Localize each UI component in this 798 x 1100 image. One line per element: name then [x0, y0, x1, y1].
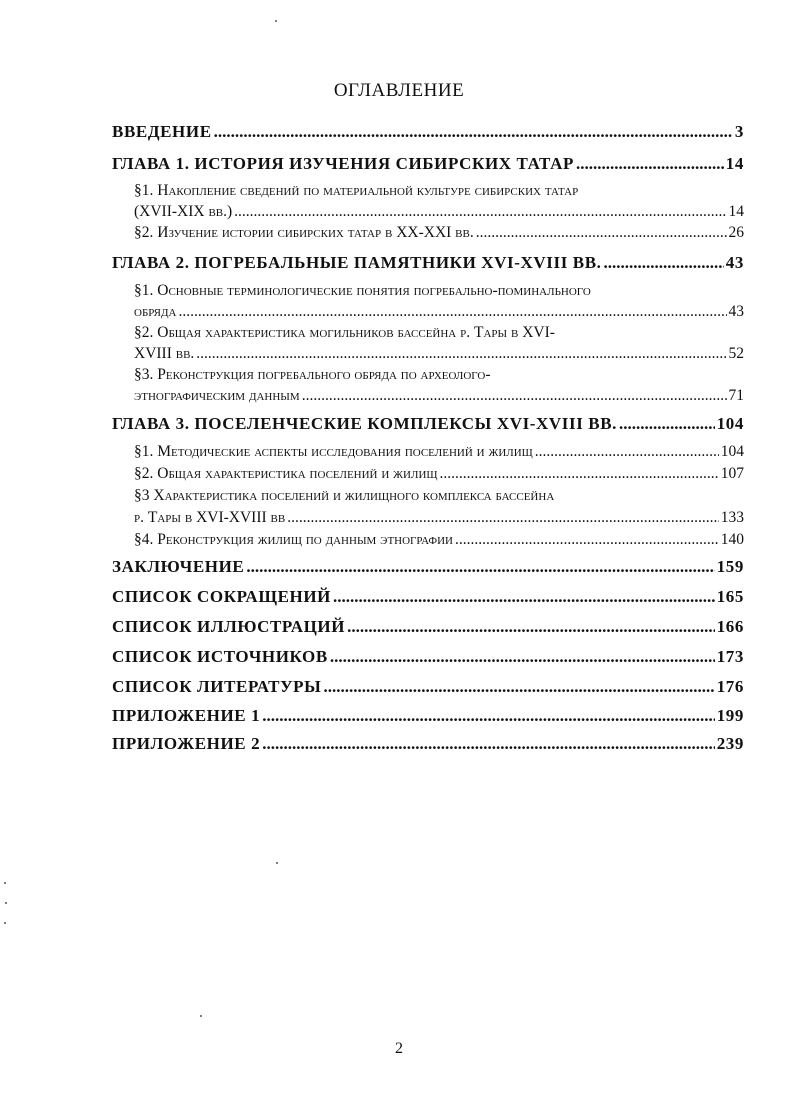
toc-entry-intro[interactable]	[112, 122, 744, 142]
toc-entry-section-2-3[interactable]	[134, 387, 744, 405]
toc-entry-section-3-2[interactable]	[134, 465, 744, 483]
toc-label: этнографическим данным	[134, 387, 300, 404]
leader-dots	[476, 224, 727, 242]
toc-label: XVIII вв.	[134, 345, 195, 362]
toc-page: 166	[716, 617, 744, 636]
toc-entry-sources[interactable]	[112, 647, 744, 667]
toc-label: СПИСОК СОКРАЩЕНИЙ	[112, 587, 331, 606]
page-number: 2	[395, 1040, 403, 1057]
leader-dots	[535, 443, 719, 461]
toc-label: ГЛАВА 3. ПОСЕЛЕНЧЕСКИЕ КОМПЛЕКСЫ XVI-XVIII ВВ.	[112, 414, 618, 433]
toc-entry-section-3-3[interactable]	[134, 509, 744, 527]
toc-entry-appendix-1[interactable]	[112, 706, 744, 726]
toc-label: ПРИЛОЖЕНИЕ 2	[112, 734, 261, 753]
leader-dots	[262, 734, 715, 754]
toc-page: 133	[720, 509, 744, 526]
toc-entry-illustrations[interactable]	[112, 617, 744, 637]
toc-entry-section-2-1[interactable]	[134, 303, 744, 321]
toc-entry-literature[interactable]	[112, 677, 744, 697]
leader-dots	[330, 647, 715, 667]
toc-page: 52	[728, 345, 744, 362]
leader-dots	[246, 557, 714, 577]
leader-dots	[347, 617, 715, 637]
scan-speck	[200, 1015, 202, 1017]
toc-page: 14	[728, 203, 744, 220]
scan-speck	[4, 882, 6, 884]
scan-speck	[275, 20, 277, 22]
toc-label: ЗАКЛЮЧЕНИЕ	[112, 557, 245, 576]
toc-page: 3	[734, 122, 744, 141]
toc-label: §1. Методические аспекты исследования поселений и жилищ	[134, 443, 533, 460]
toc-label: СПИСОК ИСТОЧНИКОВ	[112, 647, 328, 666]
leader-dots	[234, 203, 726, 221]
toc-page: 104	[716, 414, 744, 433]
leader-dots	[214, 122, 733, 142]
toc-entry-section-1-1[interactable]	[134, 203, 744, 221]
toc-page: 199	[716, 706, 744, 725]
toc-page: 71	[728, 387, 744, 404]
toc-entry-section-1-2[interactable]	[134, 224, 744, 242]
toc-page: 104	[720, 443, 744, 460]
leader-dots	[196, 345, 726, 363]
toc-entry-chapter-3[interactable]	[112, 414, 744, 434]
toc-section-2-1-line1[interactable]: §1. Основные терминологические понятия погребально-поминального	[134, 282, 591, 299]
toc-page: 239	[716, 734, 744, 753]
toc-label: §2. Изучение истории сибирских татар в XX-XXI вв.	[134, 224, 474, 241]
toc-section-2-2-line1[interactable]: §2. Общая характеристика могильников бассейна р. Тары в XVI-	[134, 324, 555, 341]
toc-page: 140	[720, 531, 744, 548]
leader-dots	[262, 706, 715, 726]
toc-page: 176	[716, 677, 744, 696]
toc-entry-section-3-1[interactable]	[134, 443, 744, 461]
toc-page: 165	[716, 587, 744, 606]
toc-page: 159	[716, 557, 744, 576]
toc-entry-section-2-2[interactable]	[134, 345, 744, 363]
scan-speck	[276, 862, 278, 864]
scan-speck	[4, 922, 6, 924]
toc-entry-chapter-1[interactable]	[112, 154, 744, 174]
toc-label: обряда	[134, 303, 177, 320]
toc-page: 107	[720, 465, 744, 482]
toc-label: ГЛАВА 2. ПОГРЕБАЛЬНЫЕ ПАМЯТНИКИ XVI-XVIII ВВ.	[112, 253, 602, 272]
toc-page: 43	[728, 303, 744, 320]
toc-label: ГЛАВА 1. ИСТОРИЯ ИЗУЧЕНИЯ СИБИРСКИХ ТАТАР	[112, 154, 574, 173]
toc-section-2-3-line1[interactable]: §3. Реконструкция погребального обряда по археолого-	[134, 366, 491, 383]
toc-page: 26	[728, 224, 744, 241]
toc-label: СПИСОК ИЛЛЮСТРАЦИЙ	[112, 617, 346, 636]
leader-dots	[302, 387, 727, 405]
leader-dots	[604, 253, 724, 273]
toc-section-3-3-line1[interactable]: §3 Характеристика поселений и жилищного комплекса бассейна	[134, 487, 555, 504]
leader-dots	[440, 465, 719, 483]
leader-dots	[619, 414, 715, 434]
toc-entry-section-3-4[interactable]	[134, 531, 744, 549]
toc-label: СПИСОК ЛИТЕРАТУРЫ	[112, 677, 322, 696]
toc-entry-abbreviations[interactable]	[112, 587, 744, 607]
toc-label: §4. Реконструкция жилищ по данным этнографии	[134, 531, 453, 548]
leader-dots	[333, 587, 715, 607]
toc-section-1-1-line1[interactable]: §1. Накопление сведений по материальной культуре сибирских татар	[134, 182, 579, 199]
toc-page: 14	[725, 154, 744, 173]
toc-label: (XVII-XIX вв.)	[134, 203, 233, 220]
toc-label: §2. Общая характеристика поселений и жилищ	[134, 465, 438, 482]
toc-entry-appendix-2[interactable]	[112, 734, 744, 754]
toc-page: 173	[716, 647, 744, 666]
leader-dots	[287, 509, 719, 527]
toc-entry-conclusion[interactable]	[112, 557, 744, 577]
toc-label: ВВЕДЕНИЕ	[112, 122, 212, 141]
toc-label: р. Тары в XVI-XVIII вв	[134, 509, 286, 526]
leader-dots	[455, 531, 719, 549]
page-title: ОГЛАВЛЕНИЕ	[333, 80, 465, 101]
leader-dots	[178, 303, 726, 321]
toc-page: 43	[725, 253, 744, 272]
toc-entry-chapter-2[interactable]	[112, 253, 744, 273]
leader-dots	[576, 154, 724, 174]
toc-label: ПРИЛОЖЕНИЕ 1	[112, 706, 261, 725]
scan-speck	[5, 902, 7, 904]
leader-dots	[323, 677, 714, 697]
